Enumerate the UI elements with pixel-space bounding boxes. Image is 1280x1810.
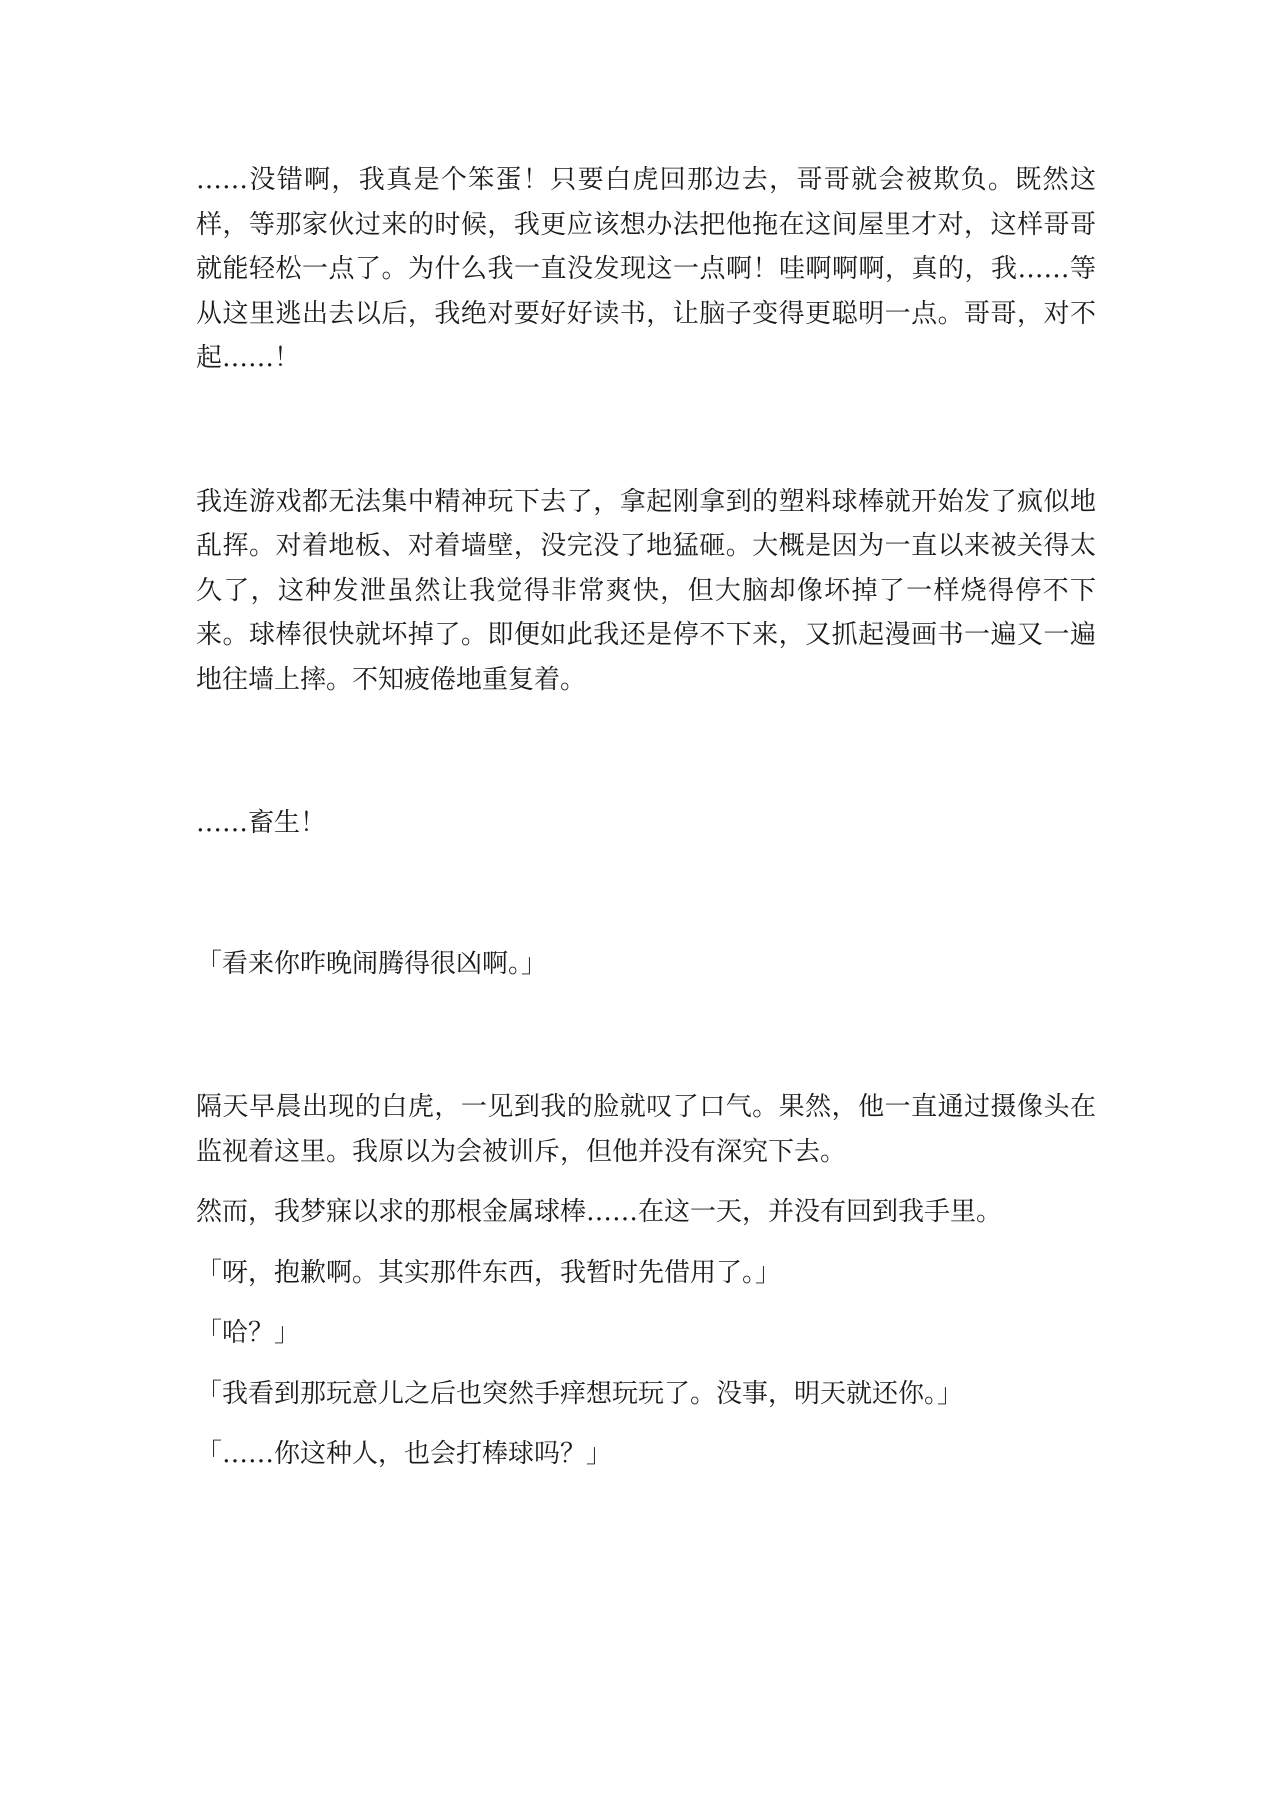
dialogue-line: 「……你这种人，也会打棒球吗？」 bbox=[196, 1439, 613, 1469]
paragraph: ……没错啊，我真是个笨蛋！只要白虎回那边去，哥哥就会被欺负。既然这样，等那家伙过来的时候，我更应该想办法把他拖在这间屋里才对，这样哥哥就能轻松一点了。为什么我一直没发现这一点啊！哇啊啊啊，真的，我……等从这里逃出去以后，我绝对要好好读书，让脑子变得更聪明一点。哥哥，对不起……！ bbox=[196, 165, 1096, 373]
paragraph: 然而，我梦寐以求的那根金属球棒……在这一天，并没有回到我手里。 bbox=[196, 1197, 1003, 1227]
document-page bbox=[196, 158, 1096, 1477]
dialogue-line: 「我看到那玩意儿之后也突然手痒想玩玩了。没事，明天就还你。」 bbox=[196, 1378, 964, 1409]
dialogue-line: 「哈？」 bbox=[196, 1318, 301, 1348]
paragraph: 隔天早晨出现的白虎，一见到我的脸就叹了口气。果然，他一直通过摄像头在监视着这里。我原以为会被训斥，但他并没有深究下去。 bbox=[196, 1092, 1096, 1167]
dialogue-line: 「看来你昨晚闹腾得很凶啊。」 bbox=[196, 948, 548, 979]
paragraph: 我连游戏都无法集中精神玩下去了，拿起刚拿到的塑料球棒就开始发了疯似地乱挥。对着地板、对着墙壁，没完没了地猛砸。大概是因为一直以来被关得太久了，这种发泄虽然让我觉得非常爽快，但大脑却像坏掉了一样烧得停不下来。球棒很快就坏掉了。即便如此我还是停不下来，又抓起漫画书一遍又一遍地往墙上摔。不知疲倦地重复着。 bbox=[196, 486, 1096, 695]
dialogue-line: 「呀，抱歉啊。其实那件东西，我暂时先借用了。」 bbox=[196, 1257, 782, 1288]
paragraph: ……畜生！ bbox=[196, 808, 327, 838]
